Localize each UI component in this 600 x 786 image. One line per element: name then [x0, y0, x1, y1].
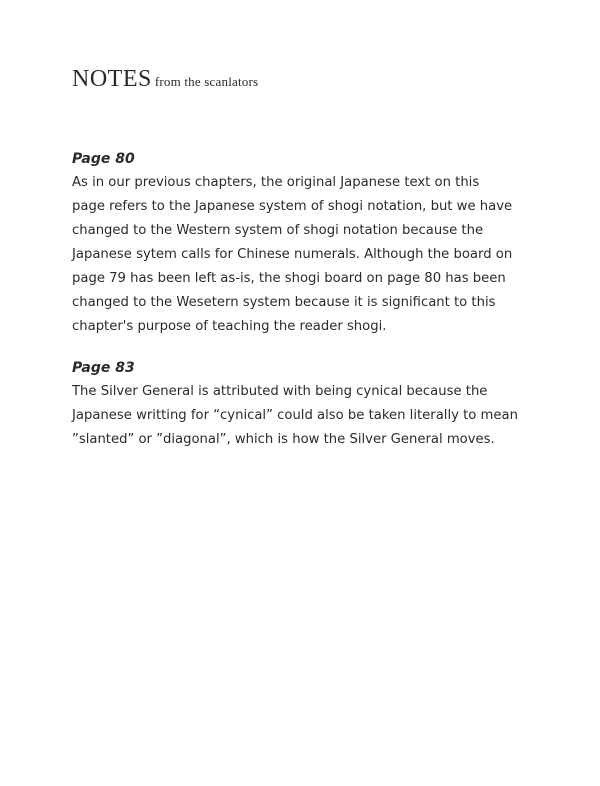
note-line: Japanese writting for “cynical” could also be taken literally to mean	[72, 408, 518, 423]
page-title	[72, 66, 258, 93]
note-line: ”slanted” or ”diagonal”, which is how the Silver General moves.	[72, 432, 495, 447]
note-line: The Silver General is attributed with being cynical because the	[72, 384, 488, 399]
title-sub: from the scanlators	[154, 74, 259, 89]
note-line: As in our previous chapters, the original Japanese text on this	[72, 175, 480, 190]
note-line: chapter's purpose of teaching the reader shogi.	[72, 319, 387, 334]
note-heading: Page 80	[72, 151, 135, 167]
note-page-83	[72, 356, 518, 452]
note-line: Japanese sytem calls for Chinese numerals. Although the board on	[72, 247, 513, 262]
note-heading: Page 83	[72, 360, 135, 376]
note-line: page 79 has been left as-is, the shogi board on page 80 has been	[72, 271, 506, 286]
title-main: NOTES	[72, 66, 152, 92]
note-line: page refers to the Japanese system of shogi notation, but we have	[72, 199, 513, 214]
note-page-80	[72, 147, 512, 339]
note-line: changed to the Wesetern system because it is significant to this	[72, 295, 496, 310]
note-line: changed to the Western system of shogi notation because the	[72, 223, 484, 238]
